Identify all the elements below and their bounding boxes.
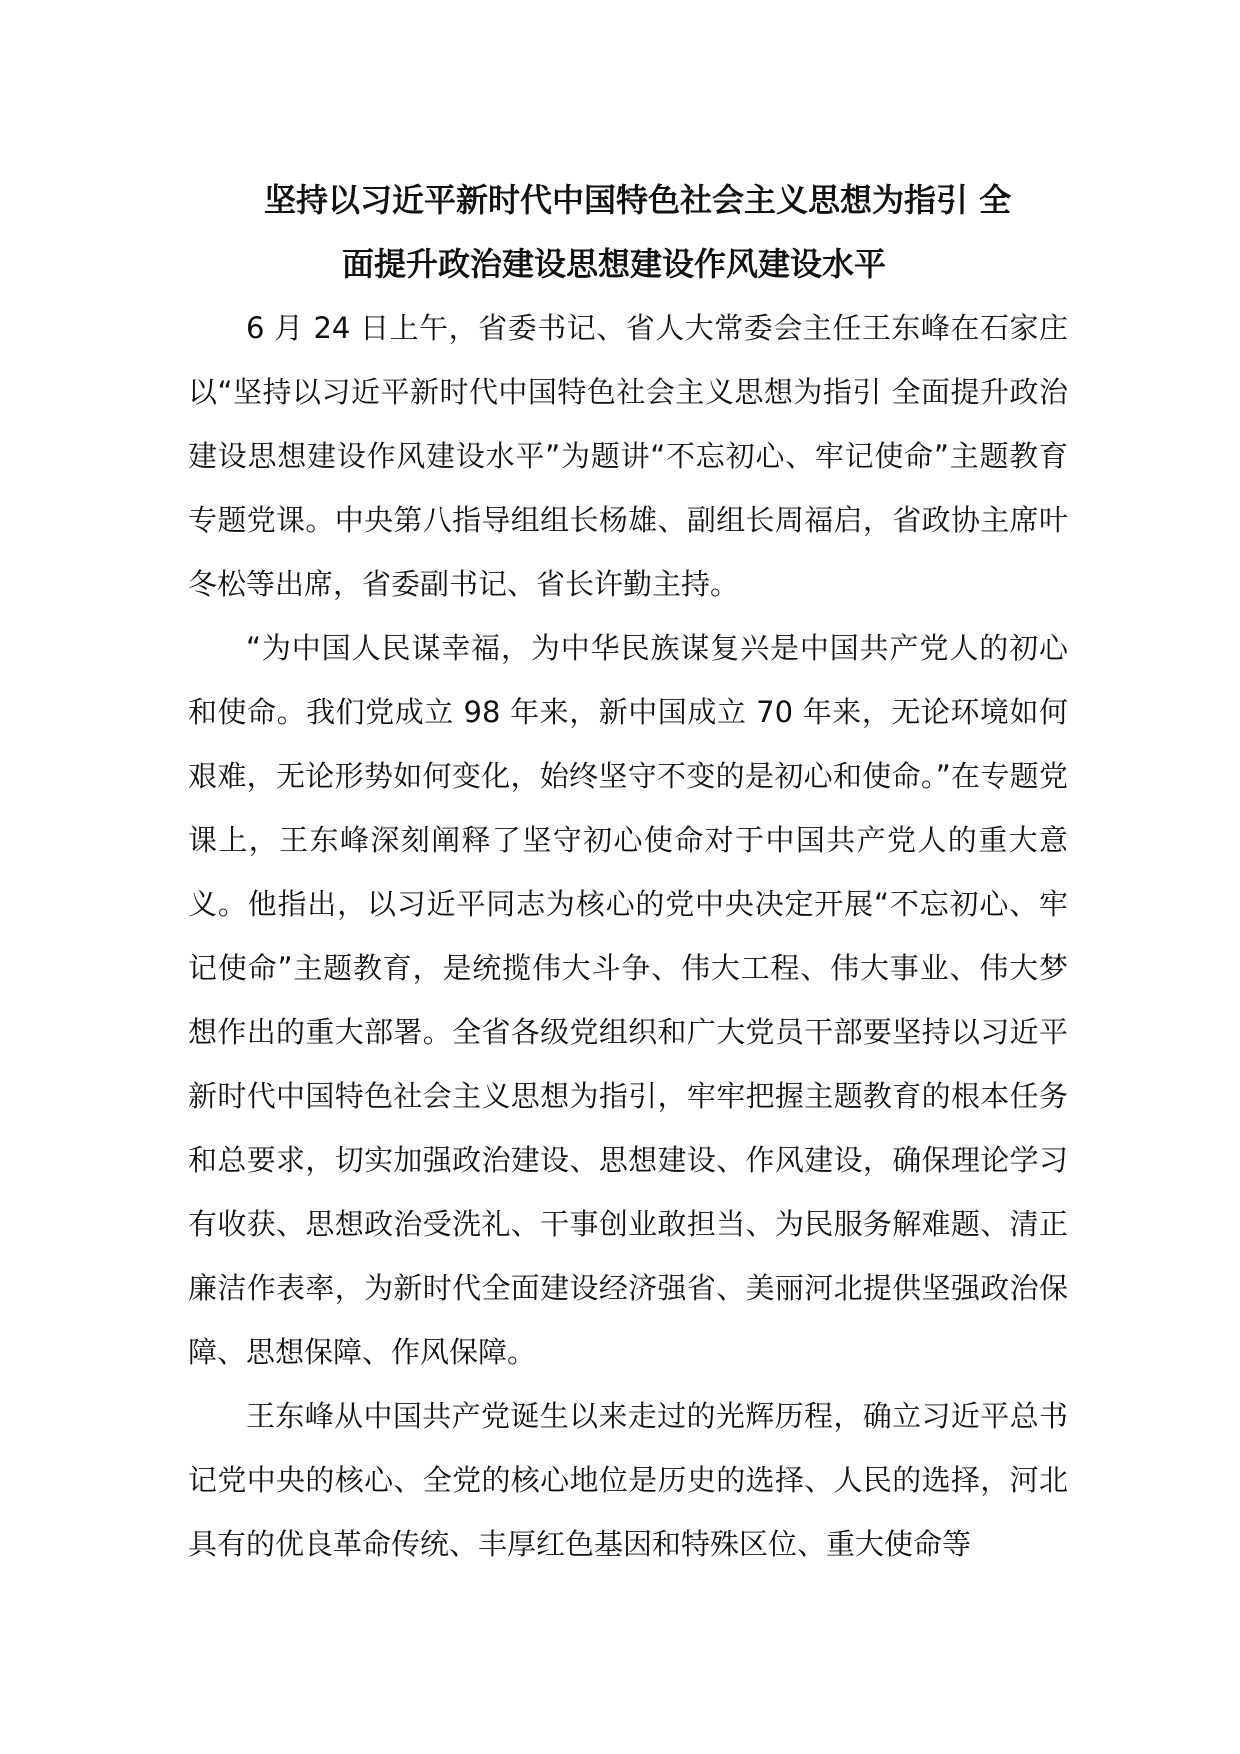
title-line-2: 面提升政治建设思想建设作风建设水平 bbox=[342, 245, 887, 283]
document-title bbox=[188, 168, 1068, 296]
paragraph-3: 王东峰从中国共产党诞生以来走过的光辉历程，确立习近平总书记党中央的核心、全党的核心地位是历史的选择、人民的选择，河北具有的优良革命传统、丰厚红色基因和特殊区位、重大使命等 bbox=[188, 1399, 1068, 1561]
document-page bbox=[188, 168, 1068, 1576]
title-line-1: 坚持以习近平新时代中国特色社会主义思想为指引 全 bbox=[264, 181, 1012, 219]
paragraph-1: 6 月 24 日上午，省委书记、省人大常委会主任王东峰在石家庄以“坚持以习近平新时代中国特色社会主义思想为指引 全面提升政治建设思想建设作风建设水平”为题讲“不忘初心、牢记使命”主题教育专题党课。中央第八指导组组长杨雄、副组长周福启，省政协主席叶冬松等出席，省委副书记、省长许勤主持。 bbox=[188, 311, 1068, 601]
paragraph-2: “为中国人民谋幸福，为中华民族谋复兴是中国共产党人的初心和使命。我们党成立 98 年来，新中国成立 70 年来，无论环境如何艰难，无论形势如何变化，始终坚守不变的是初心和使命。”在专题党课上，王东峰深刻阐释了坚守初心使命对于中国共产党人的重大意义。他指出，以习近平同志为核心的党中央决定开展“不忘初心、牢记使命”主题教育，是统揽伟大斗争、伟大工程、伟大事业、伟大梦想作出的重大部署。全省各级党组织和广大党员干部要坚持以习近平新时代中国特色社会主义思想为指引，牢牢把握主题教育的根本任务和总要求，切实加强政治建设、思想建设、作风建设，确保理论学习有收获、思想政治受洗礼、干事创业敢担当、为民服务解难题、清正廉洁作表率，为新时代全面建设经济强省、美丽河北提供坚强政治保障、思想保障、作风保障。 bbox=[188, 631, 1068, 1369]
